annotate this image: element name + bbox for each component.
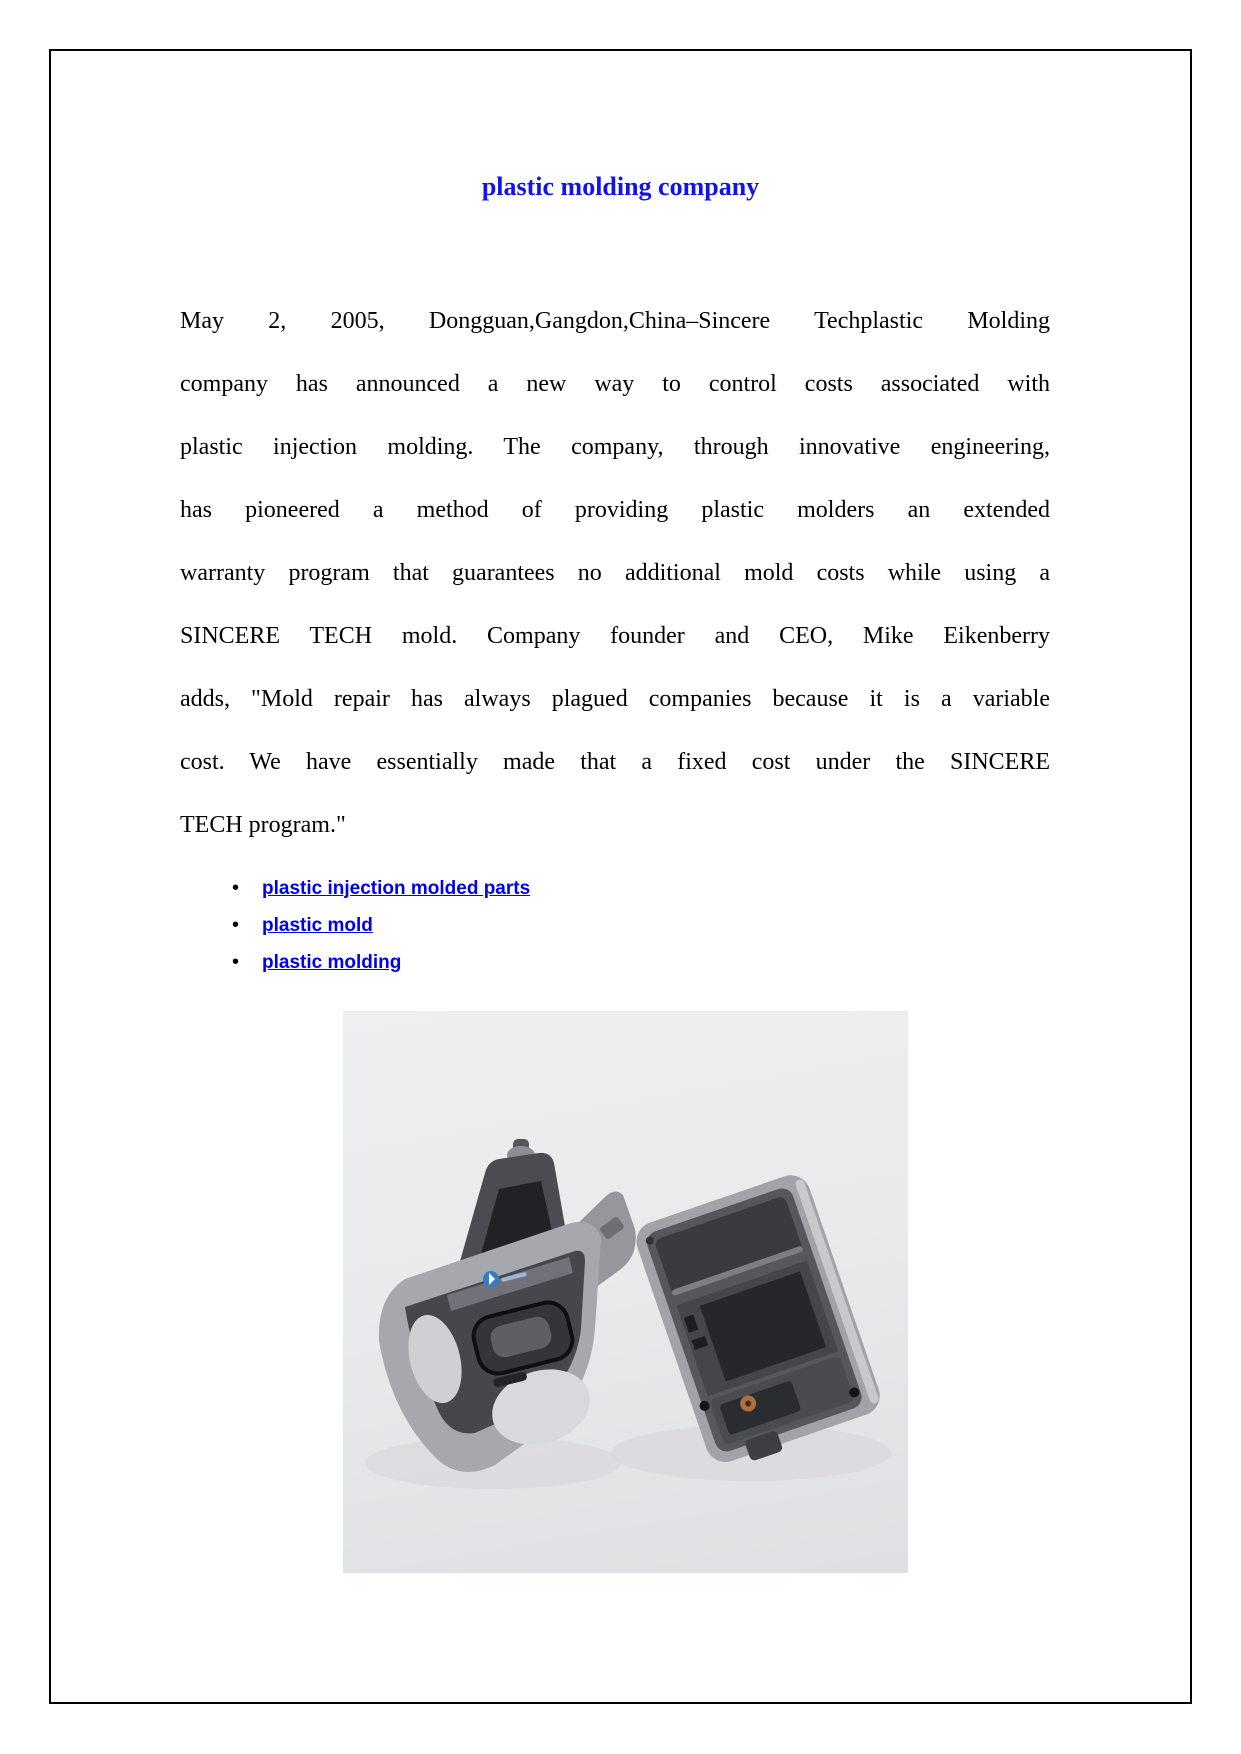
- list-item: [232, 870, 530, 907]
- body-line: warranty program that guarantees no additional mold costs while using a: [180, 560, 1050, 586]
- bullet-icon: •: [232, 951, 240, 973]
- body-line: plastic injection molding. The company, through innovative engineering,: [180, 434, 1050, 460]
- molded-part-right: [631, 1170, 887, 1474]
- page-title: plastic molding company: [481, 172, 760, 201]
- link-plastic-mold[interactable]: plastic mold: [262, 914, 373, 936]
- body-line: TECH program.": [180, 812, 346, 838]
- body-line: cost. We have essentially made that a fixed cost under the SINCERE: [180, 749, 1050, 775]
- link-plastic-molding[interactable]: plastic molding: [262, 951, 402, 973]
- body-line: has pioneered a method of providing plastic molders an extended: [180, 497, 1050, 523]
- list-item: [232, 907, 530, 944]
- link-list: [232, 870, 530, 981]
- body-line: May 2, 2005, Dongguan,Gangdon,China–Sincere Techplastic Molding: [180, 308, 1050, 334]
- bullet-icon: •: [232, 877, 240, 899]
- body-line: adds, "Mold repair has always plagued companies because it is a variable: [180, 686, 1050, 712]
- list-item: [232, 944, 530, 981]
- body-line: SINCERE TECH mold. Company founder and CEO, Mike Eikenberry: [180, 623, 1050, 649]
- molded-parts-illustration: [343, 1011, 908, 1573]
- molded-part-left: [379, 1139, 636, 1472]
- bullet-icon: •: [232, 914, 240, 936]
- body-line: company has announced a new way to control costs associated with: [180, 371, 1050, 397]
- press-release-body: [180, 290, 1050, 857]
- link-plastic-injection-molded-parts[interactable]: plastic injection molded parts: [262, 877, 531, 899]
- product-photo: [343, 1011, 908, 1573]
